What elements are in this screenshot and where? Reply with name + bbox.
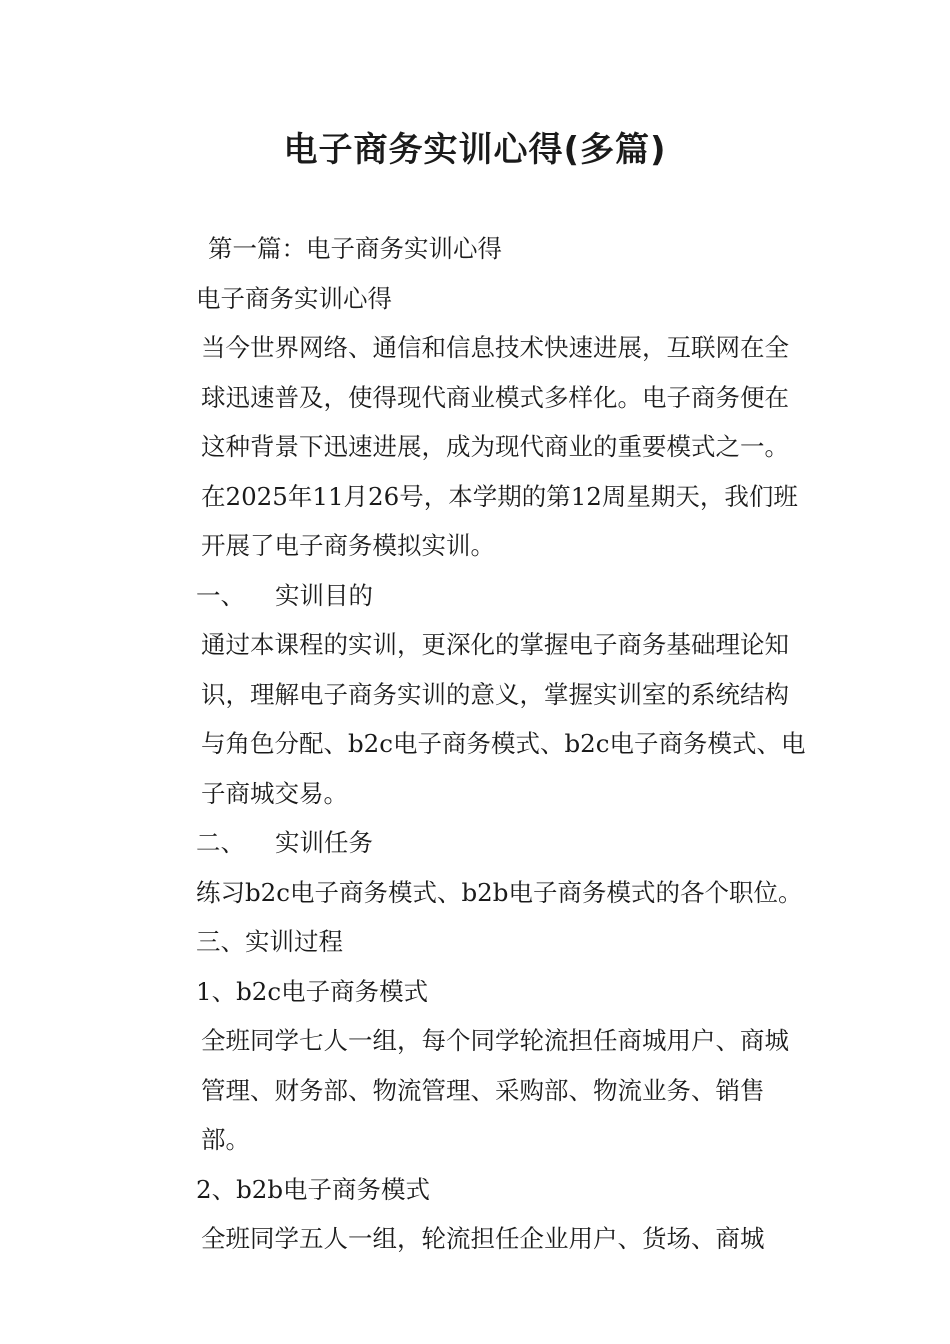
document-title: 电子商务实训心得(多篇) [283,130,667,170]
heading-purpose-number: 一、 [196,580,245,610]
subheading-b2c: 1、b2c电子商务模式 [196,976,429,1006]
heading-task [146,818,810,868]
heading-task-text: 实训任务 [275,828,373,857]
intro-paragraph: 当今世界网络、通信和信息技术快速进展，互联网在全球迅速普及，使得现代商业模式多样化。电子商务便在这种背景下迅速进展，成为现代商业的重要模式之一。在2025年11月26号，本学期的第12周星期天，我们班开展了电子商务模拟实训。 [201,333,798,560]
heading-purpose-text: 实训目的 [275,580,373,610]
section-heading: 第一篇：电子商务实训心得 [208,234,502,263]
heading-purpose [146,571,810,621]
heading-process: 三、实训过程 [196,927,343,956]
subheading-b2b: 2、b2b电子商务模式 [196,1174,431,1204]
b2b-paragraph: 全班同学五人一组，轮流担任企业用户、货场、商城 [201,1224,765,1253]
subtitle: 电子商务实训心得 [196,283,392,313]
task-paragraph: 练习b2c电子商务模式、b2b电子商务模式的各个职位。 [196,877,803,907]
heading-task-number: 二、 [196,828,245,857]
b2c-paragraph: 全班同学七人一组，每个同学轮流担任商城用户、商城管理、财务部、物流管理、采购部、物流业务、销售部。 [201,1026,789,1154]
document-body [146,224,810,1264]
purpose-paragraph: 通过本课程的实训，更深化的掌握电子商务基础理论知识，理解电子商务实训的意义，掌握实训室的系统结构与角色分配、b2c电子商务模式、b2c电子商务模式、电子商城交易。 [201,630,806,808]
